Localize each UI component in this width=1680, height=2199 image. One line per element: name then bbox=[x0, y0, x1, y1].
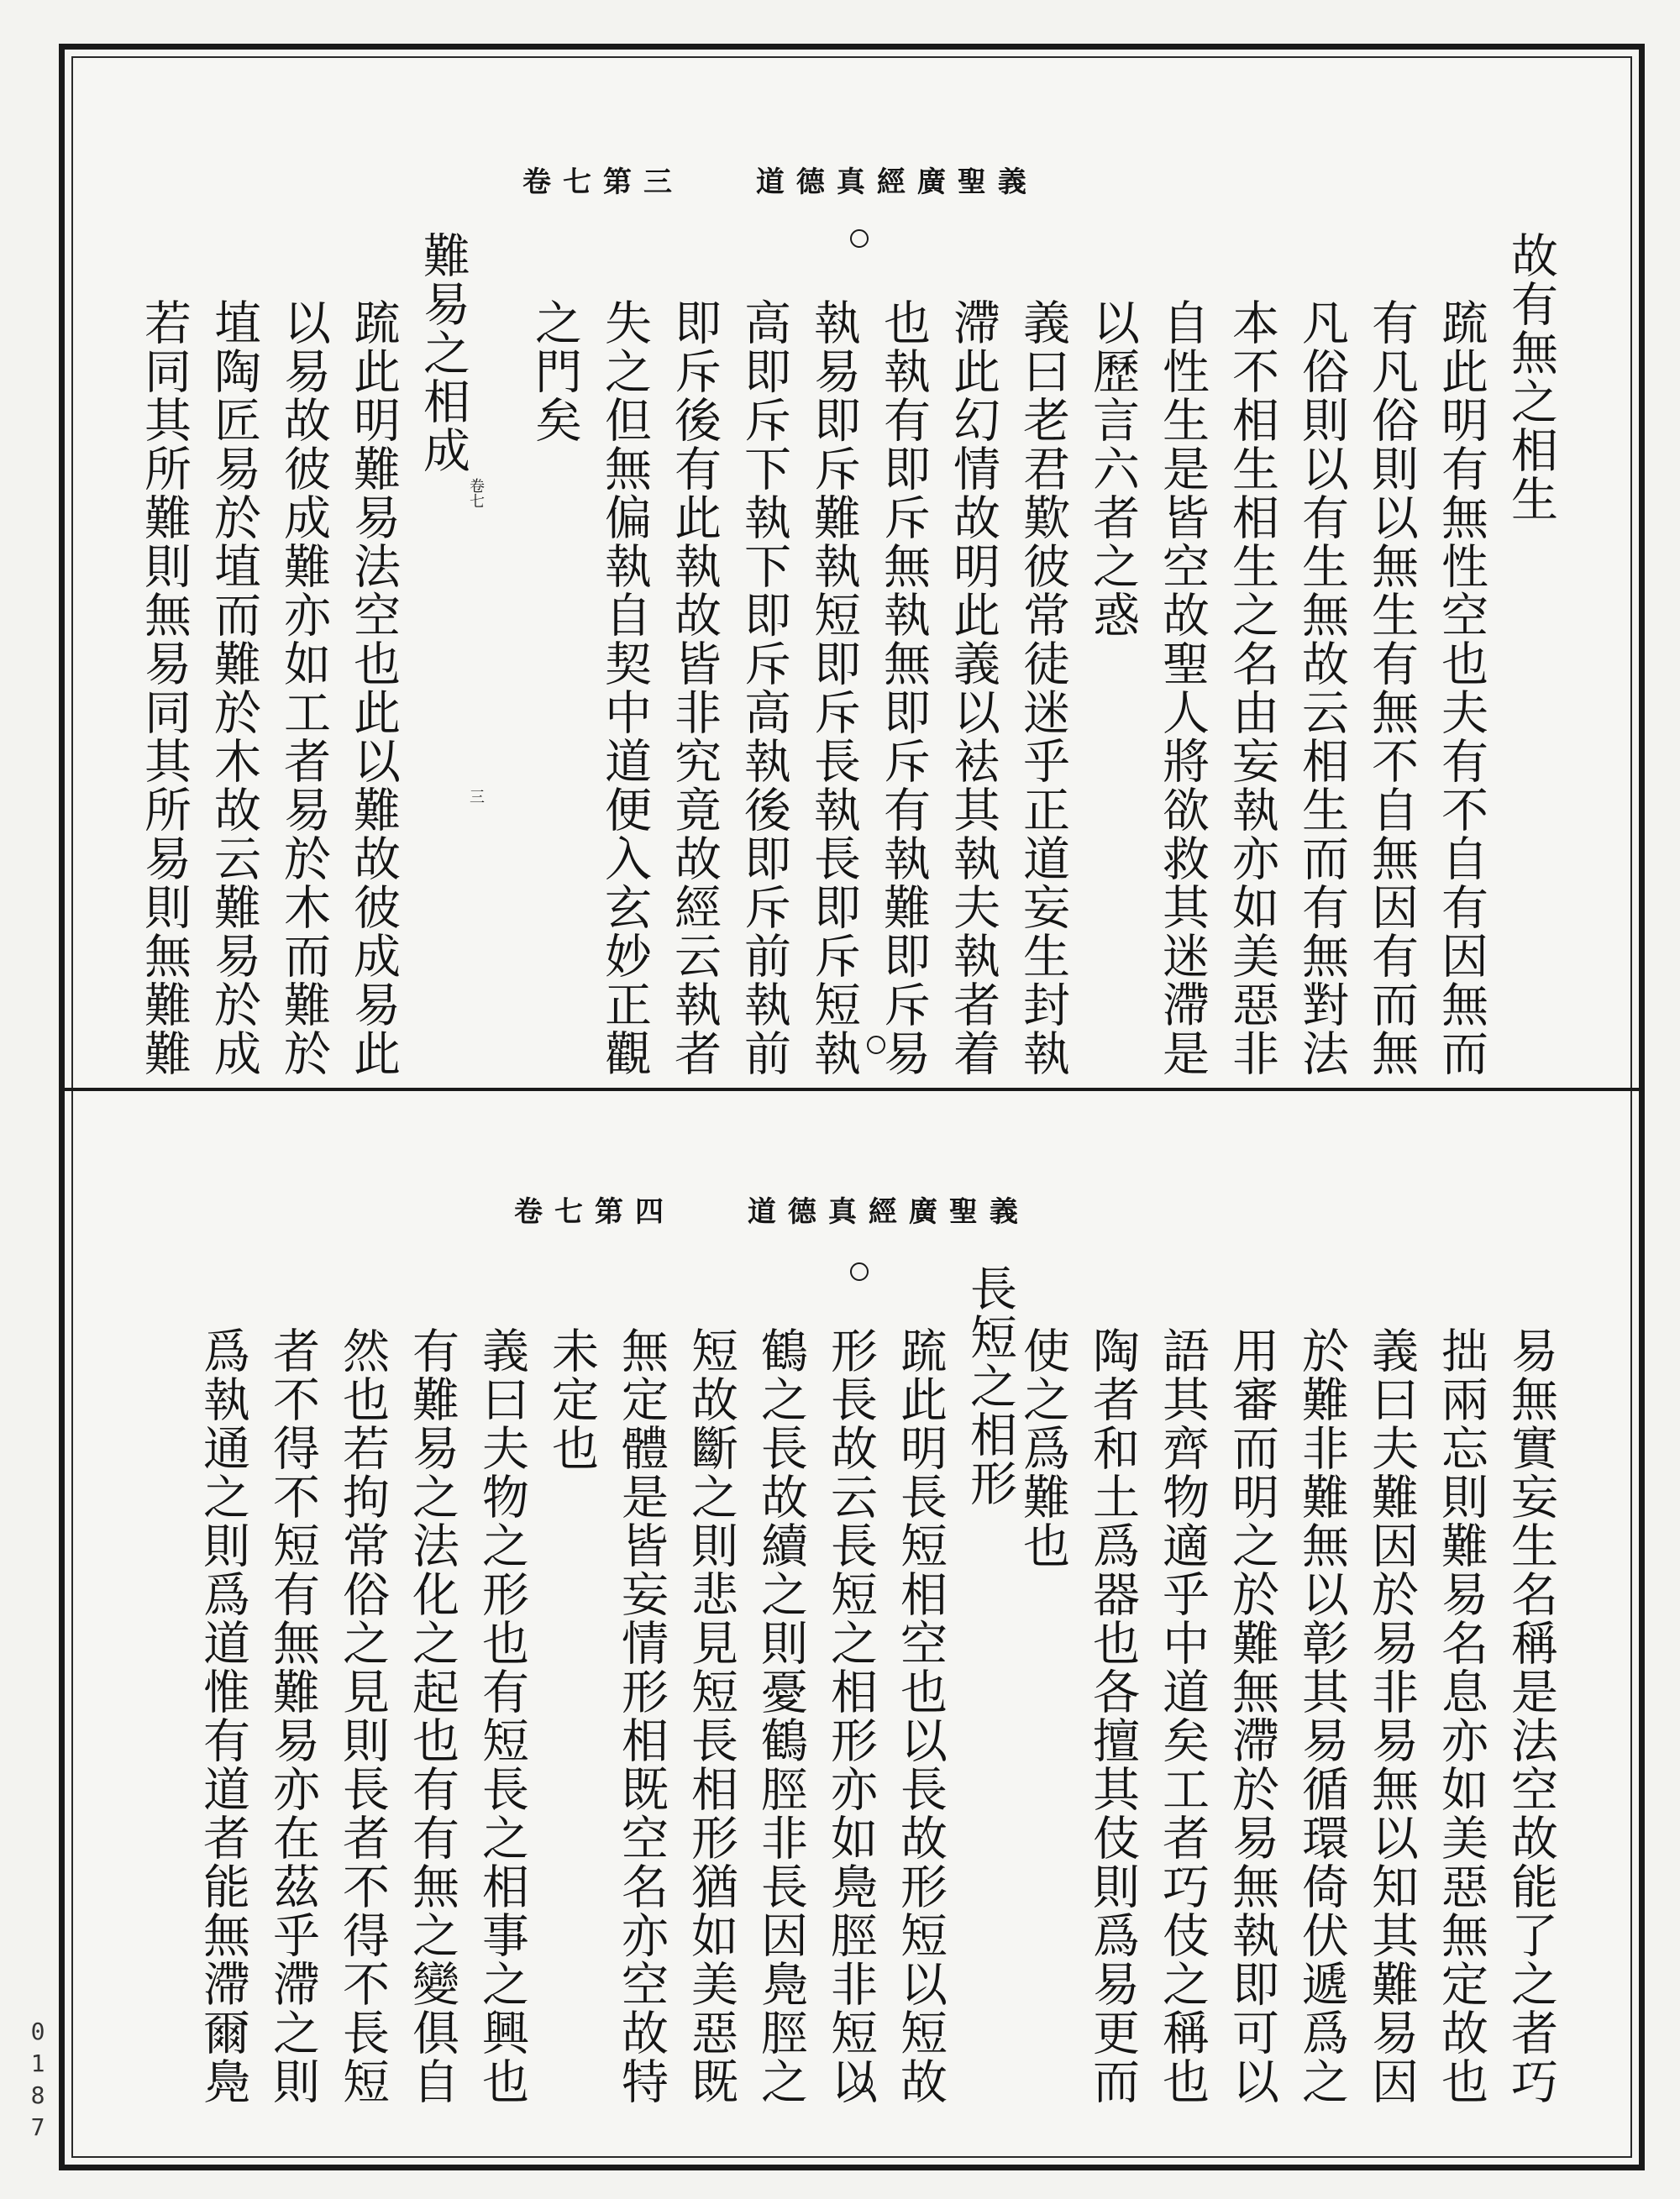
bottom-column-8: 使之爲難也 bbox=[1016, 1326, 1070, 1570]
bottom-header-title: 道德真經廣聖義 bbox=[747, 1195, 1030, 1229]
bottom-header-volume: 卷七第四 bbox=[514, 1195, 675, 1229]
top-column-7: 以歷言六者之惑 bbox=[1085, 298, 1140, 639]
top-column-18: 以易故彼成難亦如工者易於木而難於 bbox=[276, 298, 331, 1078]
bottom-column-11: 形長故云長短之相形亦如鳧脛非短以 bbox=[823, 1326, 878, 2106]
bottom-column-14: 無定體是皆妄情形相既空名亦空故特 bbox=[614, 1326, 669, 2106]
bottom-column-16: 義曰夫物之形也有短長之相事之興也 bbox=[475, 1326, 529, 2106]
bottom-column-4: 於難非難無以彰其易循環倚伏遞爲之 bbox=[1294, 1326, 1349, 2106]
top-column-16: 難易之相成 bbox=[416, 231, 470, 475]
top-column-13: 即斥後有此執故皆非究竟故經云執者 bbox=[667, 298, 722, 1078]
bottom-column-3: 義曰夫難因於易非易無以知其難易因 bbox=[1364, 1326, 1419, 2106]
margin-note-volume: 卷七 bbox=[467, 478, 485, 508]
bottom-panel bbox=[65, 1091, 1639, 2163]
top-column-19: 埴陶匠易於埴而難於木故云難易於成 bbox=[207, 298, 261, 1078]
bottom-column-1: 易無實妄生名稱是法空故能了之者巧 bbox=[1504, 1326, 1558, 2106]
bottom-column-12: 鶴之長故續之則憂鶴脛非長因鳧脛之 bbox=[753, 1326, 808, 2106]
top-column-8: 義曰老君歎彼常徒迷乎正道妄生封執 bbox=[1016, 298, 1070, 1078]
margin-note-page: 三 bbox=[467, 789, 485, 804]
bottom-column-5: 用審而明之於難無滯於易無執即可以 bbox=[1225, 1326, 1279, 2106]
top-column-11: 執易即斥難執短即斥長執長即斥短執 bbox=[806, 298, 861, 1078]
bottom-column-6: 語其齊物適乎中道矣工者巧伎之稱也 bbox=[1155, 1326, 1210, 2106]
bottom-column-7: 陶者和土爲器也各擅其伎則爲易更而 bbox=[1085, 1326, 1140, 2106]
page-number bbox=[25, 2016, 50, 2144]
top-panel bbox=[65, 50, 1639, 1088]
top-header-volume: 卷七第三 bbox=[522, 165, 684, 199]
top-header-title: 道德真經廣聖義 bbox=[755, 165, 1038, 199]
top-column-10: 也執有即斥無執無即斥有執難即斥易 bbox=[876, 298, 931, 1078]
top-column-12: 高即斥下執下即斥高執後即斥前執前 bbox=[737, 298, 791, 1078]
top-column-15: 之門矣 bbox=[528, 298, 582, 444]
bottom-column-19: 者不得不短有無難易亦在茲乎滯之則 bbox=[265, 1326, 320, 2106]
bottom-header bbox=[514, 1189, 1030, 1230]
bottom-column-10: 䟽此明長短相空也以長故形短以短故 bbox=[893, 1326, 948, 2106]
bottom-column-9: 長短之相形 bbox=[963, 1264, 1017, 1508]
bottom-column-15: 未定也 bbox=[544, 1326, 599, 1472]
top-column-17: 䟽此明難易法空也此以難故彼成易此 bbox=[346, 298, 401, 1078]
top-column-14: 失之但無偏執自契中道便入玄妙正觀 bbox=[597, 298, 652, 1078]
circle-marker-icon bbox=[850, 229, 869, 248]
top-column-3: 有凡俗則以無生有無不自無因有而無 bbox=[1364, 298, 1419, 1078]
bottom-column-2: 拙兩忘則難易名息亦如美惡無定故也 bbox=[1434, 1326, 1488, 2106]
page-frame bbox=[59, 44, 1645, 2170]
top-column-5: 本不相生相生之名由妄執亦如美惡非 bbox=[1225, 298, 1279, 1078]
bottom-column-20: 爲執通之則爲道惟有道者能無滯爾鳧 bbox=[196, 1326, 250, 2106]
bottom-column-17: 有難易之法化之起也有有無之變俱自 bbox=[405, 1326, 459, 2106]
top-header bbox=[522, 159, 1038, 200]
top-column-9: 滯此幻情故明此義以袪其執夫執者着 bbox=[946, 298, 1000, 1078]
page-number-text: 0187 bbox=[30, 2018, 45, 2141]
bottom-column-18: 然也若拘常俗之見則長者不得不長短 bbox=[335, 1326, 390, 2106]
top-column-20: 若同其所難則無易同其所易則無難難 bbox=[137, 298, 192, 1078]
top-column-1: 故有無之相生 bbox=[1504, 231, 1558, 523]
bottom-column-13: 短故斷之則悲見短長相形猶如美惡既 bbox=[684, 1326, 738, 2106]
circle-marker-icon bbox=[850, 1262, 869, 1281]
top-column-6: 自性生是皆空故聖人將欲救其迷滯是 bbox=[1155, 298, 1210, 1078]
top-column-2: 䟽此明有無性空也夫有不自有因無而 bbox=[1434, 298, 1488, 1078]
top-column-4: 凡俗則以有生無故云相生而有無對法 bbox=[1294, 298, 1349, 1078]
